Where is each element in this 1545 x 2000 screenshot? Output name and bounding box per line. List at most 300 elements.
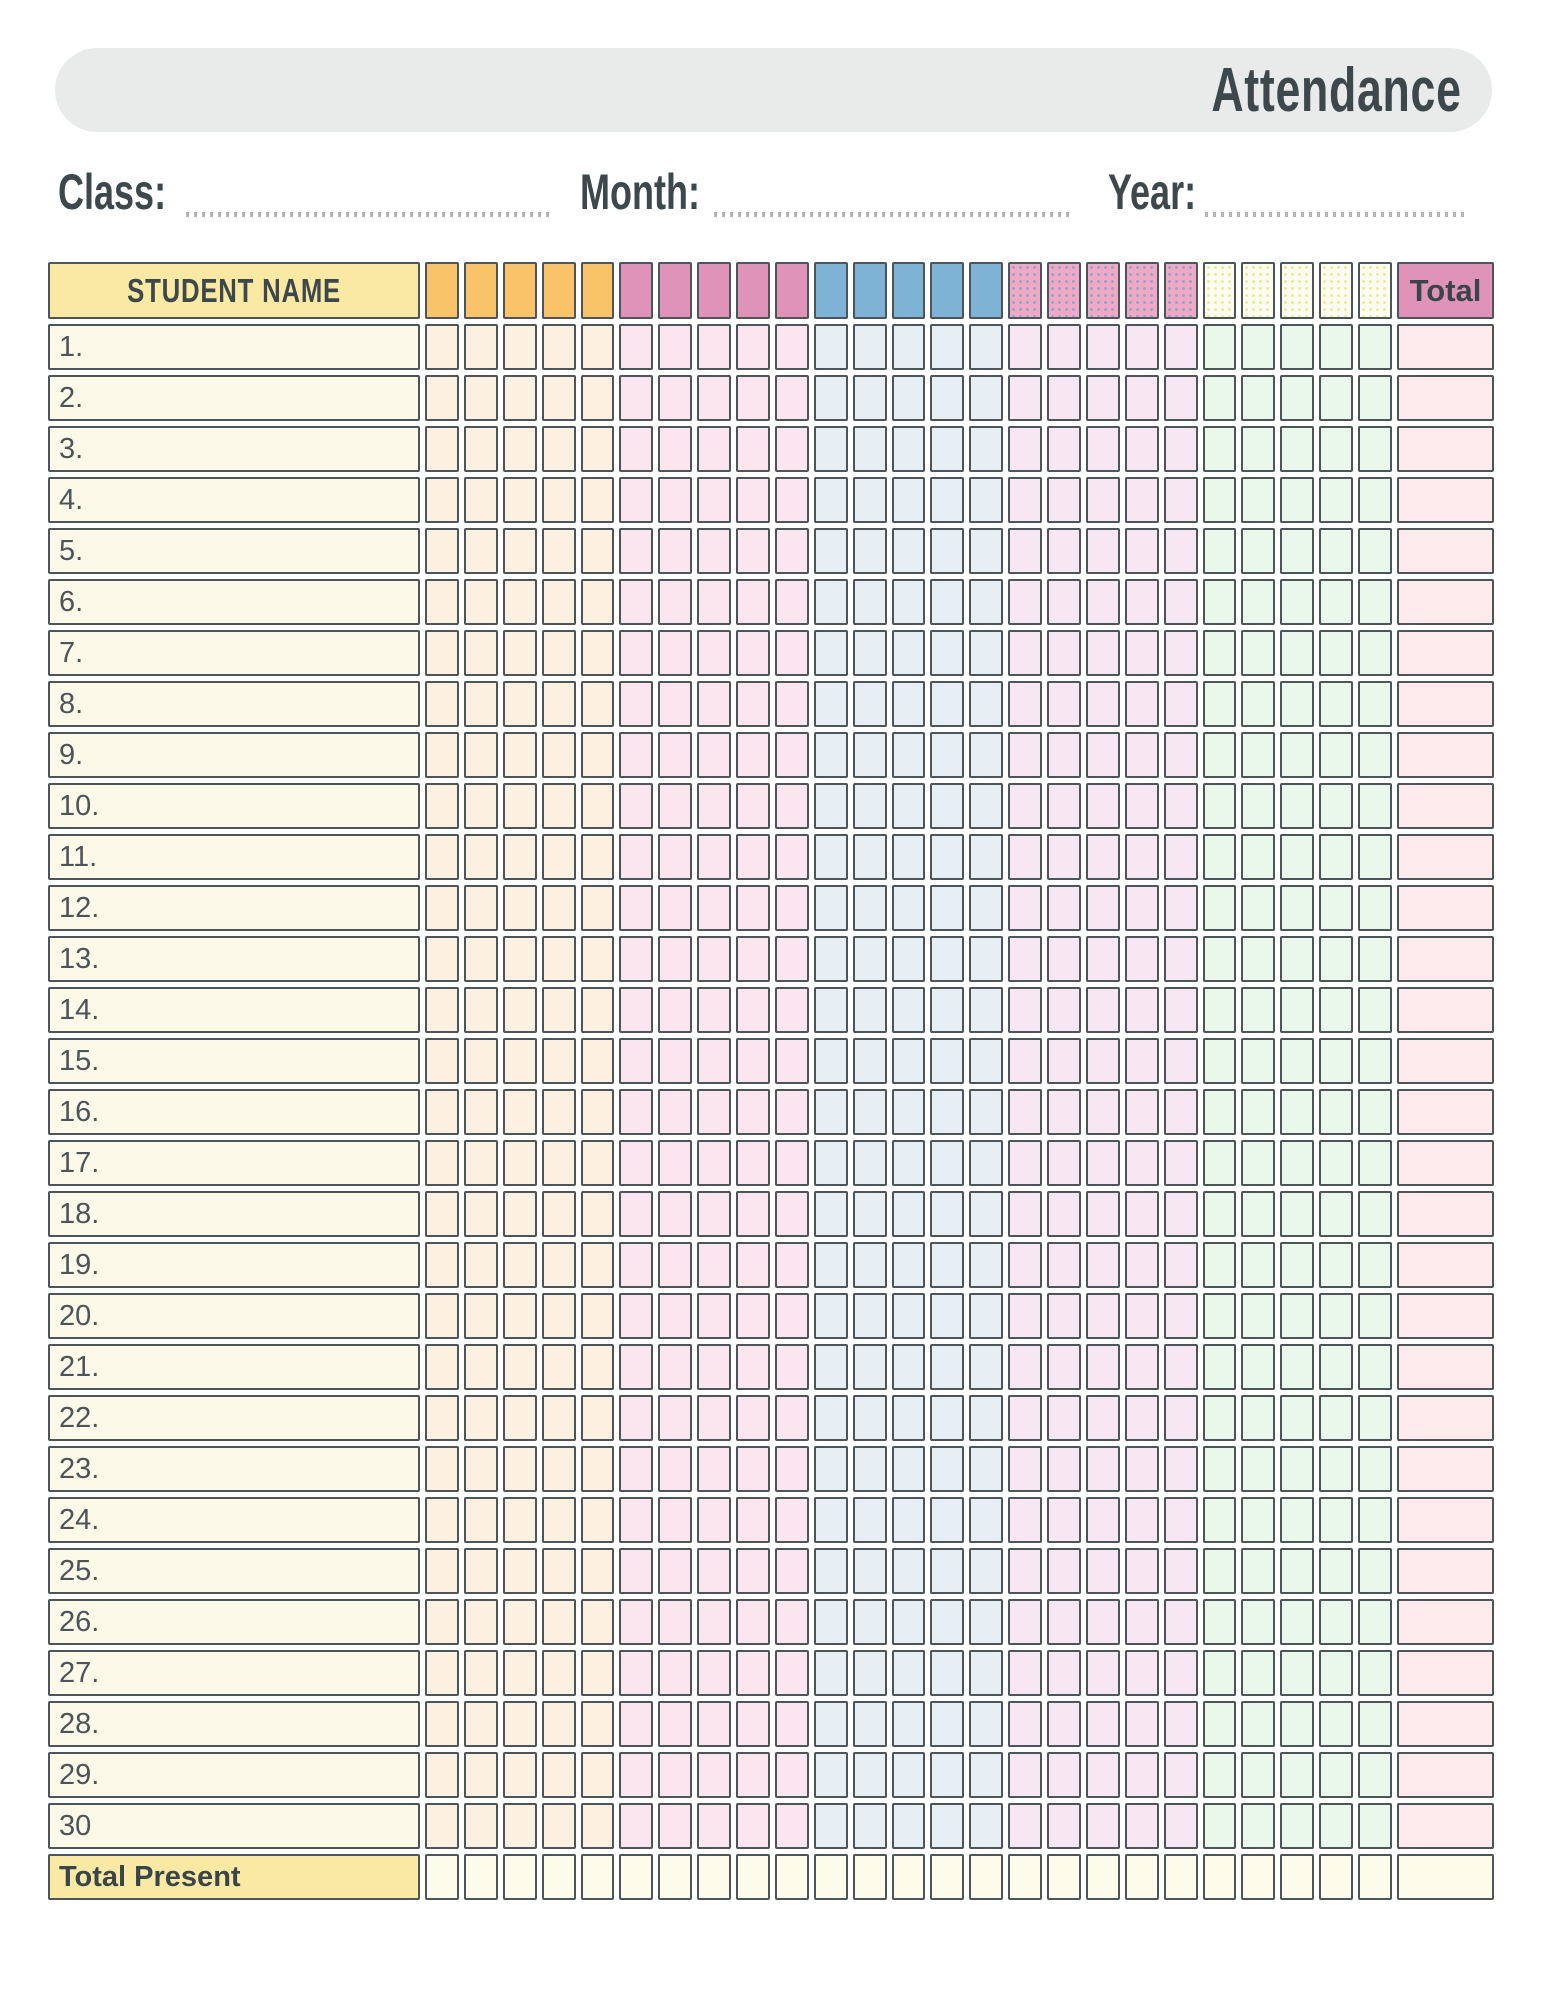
row-total-cell[interactable] <box>1397 1446 1494 1492</box>
attendance-cell[interactable] <box>736 783 770 829</box>
attendance-cell[interactable] <box>853 885 887 931</box>
attendance-cell[interactable] <box>1008 324 1042 370</box>
attendance-cell[interactable] <box>775 1752 809 1798</box>
attendance-cell[interactable] <box>425 1548 459 1594</box>
attendance-cell[interactable] <box>775 885 809 931</box>
attendance-cell[interactable] <box>697 1701 731 1747</box>
attendance-cell[interactable] <box>1203 1548 1237 1594</box>
attendance-cell[interactable] <box>1125 1752 1159 1798</box>
attendance-cell[interactable] <box>503 477 537 523</box>
attendance-cell[interactable] <box>697 1752 731 1798</box>
attendance-cell[interactable] <box>697 1650 731 1696</box>
attendance-cell[interactable] <box>736 885 770 931</box>
attendance-cell[interactable] <box>658 1599 692 1645</box>
attendance-cell[interactable] <box>542 783 576 829</box>
attendance-cell[interactable] <box>1358 1344 1392 1390</box>
attendance-cell[interactable] <box>425 987 459 1033</box>
attendance-cell[interactable] <box>503 783 537 829</box>
attendance-cell[interactable] <box>503 1089 537 1135</box>
attendance-cell[interactable] <box>425 1038 459 1084</box>
attendance-cell[interactable] <box>1164 936 1198 982</box>
attendance-cell[interactable] <box>658 324 692 370</box>
attendance-cell[interactable] <box>1125 1803 1159 1849</box>
attendance-cell[interactable] <box>853 1344 887 1390</box>
attendance-cell[interactable] <box>697 1089 731 1135</box>
attendance-cell[interactable] <box>425 1497 459 1543</box>
row-total-cell[interactable] <box>1397 1548 1494 1594</box>
attendance-cell[interactable] <box>1241 1446 1275 1492</box>
attendance-cell[interactable] <box>464 1242 498 1288</box>
attendance-cell[interactable] <box>1358 477 1392 523</box>
attendance-cell[interactable] <box>464 936 498 982</box>
attendance-cell[interactable] <box>1164 1344 1198 1390</box>
attendance-cell[interactable] <box>503 681 537 727</box>
attendance-cell[interactable] <box>1319 1497 1353 1543</box>
attendance-cell[interactable] <box>736 936 770 982</box>
student-name-cell[interactable]: 27. <box>48 1650 420 1696</box>
attendance-cell[interactable] <box>1203 1038 1237 1084</box>
attendance-cell[interactable] <box>464 885 498 931</box>
student-name-cell[interactable]: 13. <box>48 936 420 982</box>
attendance-cell[interactable] <box>503 1548 537 1594</box>
attendance-cell[interactable] <box>736 681 770 727</box>
attendance-cell[interactable] <box>619 324 653 370</box>
attendance-cell[interactable] <box>1047 885 1081 931</box>
attendance-cell[interactable] <box>542 1242 576 1288</box>
attendance-cell[interactable] <box>425 783 459 829</box>
attendance-cell[interactable] <box>658 426 692 472</box>
attendance-cell[interactable] <box>1086 1599 1120 1645</box>
attendance-cell[interactable] <box>697 426 731 472</box>
attendance-cell[interactable] <box>930 1599 964 1645</box>
attendance-cell[interactable] <box>1319 1548 1353 1594</box>
attendance-cell[interactable] <box>1319 1293 1353 1339</box>
attendance-cell[interactable] <box>1358 1089 1392 1135</box>
attendance-cell[interactable] <box>1241 324 1275 370</box>
attendance-cell[interactable] <box>1125 885 1159 931</box>
attendance-cell[interactable] <box>736 1293 770 1339</box>
attendance-cell[interactable] <box>930 324 964 370</box>
attendance-cell[interactable] <box>1280 834 1314 880</box>
row-total-cell[interactable] <box>1397 630 1494 676</box>
row-total-cell[interactable] <box>1397 681 1494 727</box>
attendance-cell[interactable] <box>1125 1344 1159 1390</box>
attendance-cell[interactable] <box>969 834 1003 880</box>
attendance-cell[interactable] <box>1241 1803 1275 1849</box>
row-total-cell[interactable] <box>1397 1497 1494 1543</box>
attendance-cell[interactable] <box>658 528 692 574</box>
attendance-cell[interactable] <box>464 681 498 727</box>
attendance-cell[interactable] <box>814 1548 848 1594</box>
attendance-cell[interactable] <box>775 426 809 472</box>
attendance-cell[interactable] <box>1280 936 1314 982</box>
attendance-cell[interactable] <box>1047 1548 1081 1594</box>
attendance-cell[interactable] <box>1047 1344 1081 1390</box>
attendance-cell[interactable] <box>1319 1650 1353 1696</box>
attendance-cell[interactable] <box>425 1242 459 1288</box>
attendance-cell[interactable] <box>814 1497 848 1543</box>
attendance-cell[interactable] <box>1164 528 1198 574</box>
attendance-cell[interactable] <box>619 1344 653 1390</box>
attendance-cell[interactable] <box>697 885 731 931</box>
attendance-cell[interactable] <box>1203 1242 1237 1288</box>
row-total-cell[interactable] <box>1397 1599 1494 1645</box>
attendance-cell[interactable] <box>775 1191 809 1237</box>
attendance-cell[interactable] <box>969 987 1003 1033</box>
attendance-cell[interactable] <box>1125 1140 1159 1186</box>
attendance-cell[interactable] <box>1086 1293 1120 1339</box>
attendance-cell[interactable] <box>969 375 1003 421</box>
attendance-cell[interactable] <box>697 1803 731 1849</box>
attendance-cell[interactable] <box>1008 1038 1042 1084</box>
attendance-cell[interactable] <box>814 783 848 829</box>
attendance-cell[interactable] <box>1164 1191 1198 1237</box>
attendance-cell[interactable] <box>892 1650 926 1696</box>
attendance-cell[interactable] <box>1125 1446 1159 1492</box>
attendance-cell[interactable] <box>542 477 576 523</box>
attendance-cell[interactable] <box>1086 1140 1120 1186</box>
student-name-cell[interactable]: 18. <box>48 1191 420 1237</box>
attendance-cell[interactable] <box>1203 732 1237 778</box>
attendance-cell[interactable] <box>1358 1446 1392 1492</box>
attendance-cell[interactable] <box>969 1497 1003 1543</box>
attendance-cell[interactable] <box>1008 1497 1042 1543</box>
attendance-cell[interactable] <box>619 1497 653 1543</box>
attendance-cell[interactable] <box>697 1497 731 1543</box>
attendance-cell[interactable] <box>1125 1701 1159 1747</box>
attendance-cell[interactable] <box>736 1752 770 1798</box>
attendance-cell[interactable] <box>892 324 926 370</box>
attendance-cell[interactable] <box>892 834 926 880</box>
attendance-cell[interactable] <box>814 426 848 472</box>
attendance-cell[interactable] <box>736 834 770 880</box>
attendance-cell[interactable] <box>775 1038 809 1084</box>
attendance-cell[interactable] <box>814 1650 848 1696</box>
attendance-cell[interactable] <box>581 1191 615 1237</box>
attendance-cell[interactable] <box>503 528 537 574</box>
attendance-cell[interactable] <box>969 1293 1003 1339</box>
attendance-cell[interactable] <box>1008 1446 1042 1492</box>
attendance-cell[interactable] <box>930 1344 964 1390</box>
attendance-cell[interactable] <box>1280 681 1314 727</box>
attendance-cell[interactable] <box>542 681 576 727</box>
attendance-cell[interactable] <box>892 579 926 625</box>
attendance-cell[interactable] <box>1358 885 1392 931</box>
attendance-cell[interactable] <box>542 1548 576 1594</box>
attendance-cell[interactable] <box>736 1344 770 1390</box>
attendance-cell[interactable] <box>1358 1701 1392 1747</box>
attendance-cell[interactable] <box>892 783 926 829</box>
attendance-cell[interactable] <box>775 732 809 778</box>
attendance-cell[interactable] <box>892 1803 926 1849</box>
attendance-cell[interactable] <box>892 1395 926 1441</box>
attendance-cell[interactable] <box>581 1701 615 1747</box>
attendance-cell[interactable] <box>1241 1650 1275 1696</box>
row-total-cell[interactable] <box>1397 1140 1494 1186</box>
attendance-cell[interactable] <box>1086 885 1120 931</box>
attendance-cell[interactable] <box>930 1038 964 1084</box>
attendance-cell[interactable] <box>542 732 576 778</box>
attendance-cell[interactable] <box>1047 1446 1081 1492</box>
attendance-cell[interactable] <box>1358 1242 1392 1288</box>
attendance-cell[interactable] <box>1319 426 1353 472</box>
attendance-cell[interactable] <box>581 375 615 421</box>
total-present-cell[interactable] <box>697 1854 731 1900</box>
total-present-cell[interactable] <box>542 1854 576 1900</box>
attendance-cell[interactable] <box>1164 477 1198 523</box>
attendance-cell[interactable] <box>1047 732 1081 778</box>
attendance-cell[interactable] <box>1203 1497 1237 1543</box>
attendance-cell[interactable] <box>775 681 809 727</box>
attendance-cell[interactable] <box>1008 681 1042 727</box>
total-present-cell[interactable] <box>425 1854 459 1900</box>
attendance-cell[interactable] <box>892 1293 926 1339</box>
attendance-cell[interactable] <box>1125 1293 1159 1339</box>
attendance-cell[interactable] <box>1164 1803 1198 1849</box>
attendance-cell[interactable] <box>464 630 498 676</box>
attendance-cell[interactable] <box>969 1089 1003 1135</box>
attendance-cell[interactable] <box>1125 1497 1159 1543</box>
attendance-cell[interactable] <box>425 1140 459 1186</box>
attendance-cell[interactable] <box>1125 579 1159 625</box>
attendance-cell[interactable] <box>930 885 964 931</box>
row-total-cell[interactable] <box>1397 987 1494 1033</box>
attendance-cell[interactable] <box>1125 1089 1159 1135</box>
attendance-cell[interactable] <box>892 732 926 778</box>
total-present-cell[interactable] <box>464 1854 498 1900</box>
attendance-cell[interactable] <box>425 834 459 880</box>
attendance-cell[interactable] <box>581 1038 615 1084</box>
attendance-cell[interactable] <box>1008 630 1042 676</box>
attendance-cell[interactable] <box>658 1089 692 1135</box>
attendance-cell[interactable] <box>542 630 576 676</box>
attendance-cell[interactable] <box>697 1293 731 1339</box>
attendance-cell[interactable] <box>930 528 964 574</box>
student-name-cell[interactable]: 12. <box>48 885 420 931</box>
attendance-cell[interactable] <box>814 885 848 931</box>
attendance-cell[interactable] <box>814 528 848 574</box>
attendance-cell[interactable] <box>736 1140 770 1186</box>
attendance-cell[interactable] <box>1358 1038 1392 1084</box>
attendance-cell[interactable] <box>736 528 770 574</box>
attendance-cell[interactable] <box>1358 1140 1392 1186</box>
attendance-cell[interactable] <box>1203 1752 1237 1798</box>
attendance-cell[interactable] <box>969 1803 1003 1849</box>
attendance-cell[interactable] <box>464 1701 498 1747</box>
row-total-cell[interactable] <box>1397 783 1494 829</box>
attendance-cell[interactable] <box>619 1803 653 1849</box>
attendance-cell[interactable] <box>619 630 653 676</box>
attendance-cell[interactable] <box>464 1140 498 1186</box>
attendance-cell[interactable] <box>542 1599 576 1645</box>
attendance-cell[interactable] <box>1008 732 1042 778</box>
attendance-cell[interactable] <box>1358 579 1392 625</box>
attendance-cell[interactable] <box>1164 1446 1198 1492</box>
attendance-cell[interactable] <box>1358 1497 1392 1543</box>
student-name-cell[interactable]: 10. <box>48 783 420 829</box>
attendance-cell[interactable] <box>736 1599 770 1645</box>
attendance-cell[interactable] <box>542 375 576 421</box>
attendance-cell[interactable] <box>1241 1191 1275 1237</box>
attendance-cell[interactable] <box>1164 375 1198 421</box>
attendance-cell[interactable] <box>425 1293 459 1339</box>
attendance-cell[interactable] <box>892 1599 926 1645</box>
attendance-cell[interactable] <box>1319 1599 1353 1645</box>
student-name-cell[interactable]: 26. <box>48 1599 420 1645</box>
attendance-cell[interactable] <box>1086 987 1120 1033</box>
attendance-cell[interactable] <box>697 783 731 829</box>
attendance-cell[interactable] <box>1319 1752 1353 1798</box>
attendance-cell[interactable] <box>1086 1701 1120 1747</box>
attendance-cell[interactable] <box>1319 834 1353 880</box>
total-present-cell[interactable] <box>1008 1854 1042 1900</box>
attendance-cell[interactable] <box>619 426 653 472</box>
attendance-cell[interactable] <box>1086 630 1120 676</box>
total-present-cell[interactable] <box>853 1854 887 1900</box>
total-present-cell[interactable] <box>619 1854 653 1900</box>
attendance-cell[interactable] <box>1008 1803 1042 1849</box>
attendance-cell[interactable] <box>969 1140 1003 1186</box>
total-present-cell[interactable] <box>1164 1854 1198 1900</box>
attendance-cell[interactable] <box>1125 1191 1159 1237</box>
attendance-cell[interactable] <box>619 1446 653 1492</box>
total-present-cell[interactable] <box>892 1854 926 1900</box>
attendance-cell[interactable] <box>892 1089 926 1135</box>
attendance-cell[interactable] <box>581 885 615 931</box>
attendance-cell[interactable] <box>1125 1242 1159 1288</box>
attendance-cell[interactable] <box>814 1089 848 1135</box>
attendance-cell[interactable] <box>1008 426 1042 472</box>
attendance-cell[interactable] <box>1164 1548 1198 1594</box>
attendance-cell[interactable] <box>1086 834 1120 880</box>
attendance-cell[interactable] <box>503 1395 537 1441</box>
attendance-cell[interactable] <box>892 630 926 676</box>
attendance-cell[interactable] <box>581 579 615 625</box>
attendance-cell[interactable] <box>1319 630 1353 676</box>
attendance-cell[interactable] <box>775 987 809 1033</box>
attendance-cell[interactable] <box>1008 1344 1042 1390</box>
attendance-cell[interactable] <box>425 1191 459 1237</box>
attendance-cell[interactable] <box>1047 1293 1081 1339</box>
attendance-cell[interactable] <box>581 1089 615 1135</box>
attendance-cell[interactable] <box>1125 681 1159 727</box>
attendance-cell[interactable] <box>930 477 964 523</box>
attendance-cell[interactable] <box>658 1803 692 1849</box>
attendance-cell[interactable] <box>425 1395 459 1441</box>
attendance-cell[interactable] <box>542 426 576 472</box>
attendance-cell[interactable] <box>542 1140 576 1186</box>
row-total-cell[interactable] <box>1397 1752 1494 1798</box>
attendance-cell[interactable] <box>814 579 848 625</box>
attendance-cell[interactable] <box>736 1038 770 1084</box>
attendance-cell[interactable] <box>1203 1599 1237 1645</box>
row-total-cell[interactable] <box>1397 1089 1494 1135</box>
attendance-cell[interactable] <box>1086 1548 1120 1594</box>
attendance-cell[interactable] <box>736 1089 770 1135</box>
attendance-cell[interactable] <box>853 1140 887 1186</box>
attendance-cell[interactable] <box>892 1497 926 1543</box>
attendance-cell[interactable] <box>892 681 926 727</box>
row-total-cell[interactable] <box>1397 1038 1494 1084</box>
attendance-cell[interactable] <box>1164 1650 1198 1696</box>
attendance-cell[interactable] <box>658 1446 692 1492</box>
attendance-cell[interactable] <box>736 987 770 1033</box>
attendance-cell[interactable] <box>736 1803 770 1849</box>
attendance-cell[interactable] <box>814 630 848 676</box>
attendance-cell[interactable] <box>969 426 1003 472</box>
attendance-cell[interactable] <box>581 528 615 574</box>
student-name-cell[interactable]: 28. <box>48 1701 420 1747</box>
attendance-cell[interactable] <box>1280 987 1314 1033</box>
attendance-cell[interactable] <box>1203 477 1237 523</box>
attendance-cell[interactable] <box>542 1293 576 1339</box>
attendance-cell[interactable] <box>1241 1752 1275 1798</box>
attendance-cell[interactable] <box>736 1650 770 1696</box>
attendance-cell[interactable] <box>1241 834 1275 880</box>
attendance-cell[interactable] <box>658 1242 692 1288</box>
attendance-cell[interactable] <box>853 375 887 421</box>
attendance-cell[interactable] <box>1086 579 1120 625</box>
attendance-cell[interactable] <box>775 1395 809 1441</box>
attendance-cell[interactable] <box>464 1446 498 1492</box>
attendance-cell[interactable] <box>1086 324 1120 370</box>
attendance-cell[interactable] <box>1086 477 1120 523</box>
attendance-cell[interactable] <box>736 1242 770 1288</box>
attendance-cell[interactable] <box>503 1701 537 1747</box>
attendance-cell[interactable] <box>503 1038 537 1084</box>
attendance-cell[interactable] <box>969 1191 1003 1237</box>
attendance-cell[interactable] <box>1319 732 1353 778</box>
attendance-cell[interactable] <box>1125 375 1159 421</box>
attendance-cell[interactable] <box>1319 1242 1353 1288</box>
attendance-cell[interactable] <box>1241 1089 1275 1135</box>
attendance-cell[interactable] <box>1164 681 1198 727</box>
attendance-cell[interactable] <box>464 1803 498 1849</box>
total-present-cell[interactable] <box>1358 1854 1392 1900</box>
attendance-cell[interactable] <box>1008 1650 1042 1696</box>
attendance-cell[interactable] <box>658 477 692 523</box>
attendance-cell[interactable] <box>1164 1242 1198 1288</box>
attendance-cell[interactable] <box>1047 1395 1081 1441</box>
student-name-cell[interactable]: 21. <box>48 1344 420 1390</box>
attendance-cell[interactable] <box>697 1191 731 1237</box>
attendance-cell[interactable] <box>1203 1803 1237 1849</box>
attendance-cell[interactable] <box>697 1140 731 1186</box>
attendance-cell[interactable] <box>697 579 731 625</box>
attendance-cell[interactable] <box>1047 630 1081 676</box>
attendance-cell[interactable] <box>1280 375 1314 421</box>
attendance-cell[interactable] <box>697 1548 731 1594</box>
attendance-cell[interactable] <box>619 681 653 727</box>
total-present-cell[interactable] <box>1241 1854 1275 1900</box>
attendance-cell[interactable] <box>1125 936 1159 982</box>
attendance-cell[interactable] <box>464 1497 498 1543</box>
attendance-cell[interactable] <box>892 936 926 982</box>
attendance-cell[interactable] <box>814 1395 848 1441</box>
attendance-cell[interactable] <box>930 732 964 778</box>
attendance-cell[interactable] <box>853 630 887 676</box>
attendance-cell[interactable] <box>853 681 887 727</box>
attendance-cell[interactable] <box>1241 375 1275 421</box>
attendance-cell[interactable] <box>1008 1752 1042 1798</box>
attendance-cell[interactable] <box>1008 936 1042 982</box>
attendance-cell[interactable] <box>542 1650 576 1696</box>
attendance-cell[interactable] <box>1008 1242 1042 1288</box>
attendance-cell[interactable] <box>503 1140 537 1186</box>
attendance-cell[interactable] <box>930 426 964 472</box>
attendance-cell[interactable] <box>503 324 537 370</box>
attendance-cell[interactable] <box>1125 1038 1159 1084</box>
